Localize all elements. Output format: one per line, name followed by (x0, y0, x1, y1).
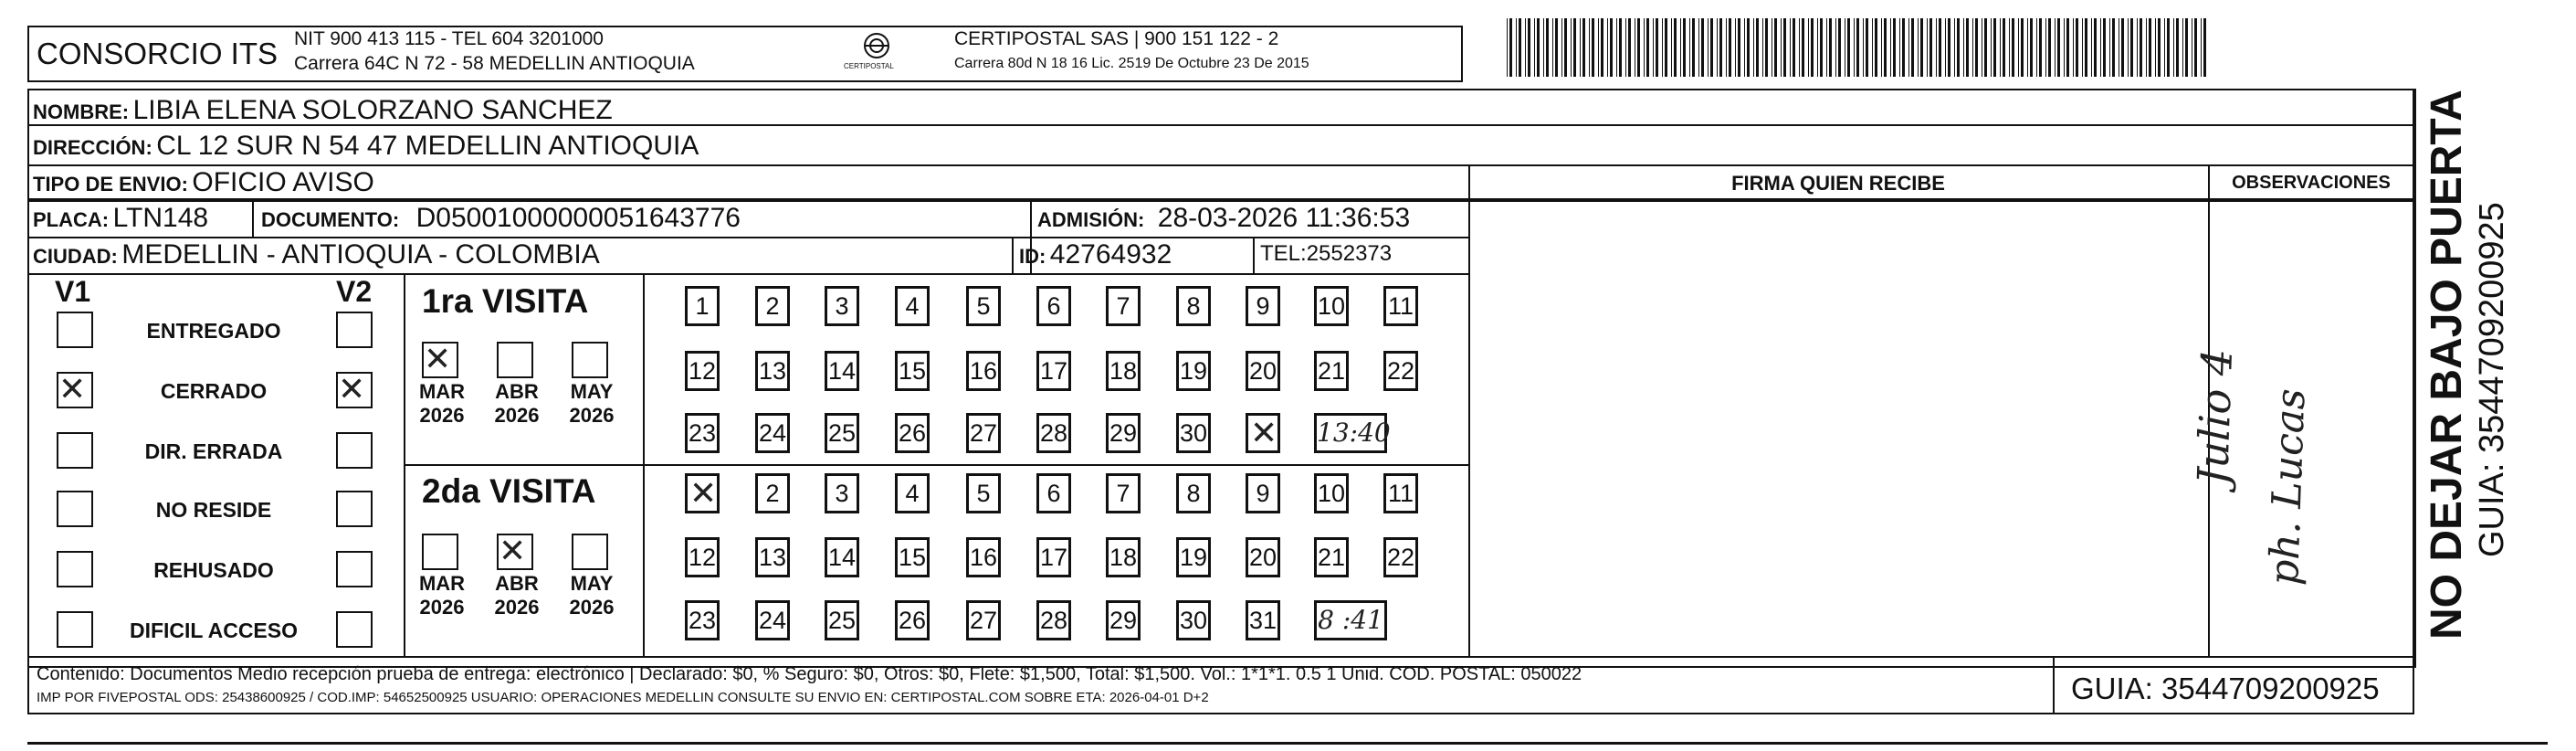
v2-checkbox[interactable] (336, 432, 373, 469)
day-box[interactable]: 24 (755, 413, 790, 453)
check-mark-icon: ✕ (499, 533, 527, 570)
tel-value: 2552373 (1306, 241, 1393, 266)
month-checkbox[interactable] (422, 342, 458, 378)
company-name: CONSORCIO ITS (37, 37, 279, 70)
year-label: 2026 (494, 404, 540, 427)
company-address: Carrera 64C N 72 - 58 MEDELLIN ANTIOQUIA (294, 53, 695, 74)
day-box[interactable]: 9 (1246, 286, 1280, 326)
side-warning: NO DEJAR BAJO PUERTA (2423, 90, 2471, 640)
v1-checkbox[interactable] (57, 611, 93, 648)
day-box[interactable]: 25 (825, 600, 859, 640)
day-box[interactable]: 16 (966, 351, 1001, 391)
v2-checkbox[interactable] (336, 491, 373, 527)
v2-checkbox[interactable] (336, 312, 373, 348)
status-label: DIR. ERRADA (144, 439, 283, 463)
day-box[interactable]: 1 (685, 286, 720, 326)
month-checkbox[interactable] (422, 534, 458, 570)
visit-time-box[interactable]: 13:40 (1314, 413, 1387, 453)
day-box[interactable] (685, 473, 720, 513)
tel-label: TEL:2552373 (1260, 241, 1393, 266)
year-label: 2026 (569, 596, 615, 619)
month-checkbox[interactable] (497, 534, 533, 570)
handwriting-line-2: ph. Lucas (2261, 387, 2315, 587)
address-label: DIRECCIÓN: CL 12 SUR N 54 47 MEDELLIN ANTIOQUIA (33, 131, 699, 161)
row-line (1468, 198, 2414, 200)
year-label: 2026 (419, 596, 465, 619)
shipment-type: OFICIO AVISO (192, 167, 374, 197)
id-label: ID: 42764932 (1019, 239, 1172, 270)
day-box[interactable]: 11 (1383, 473, 1418, 513)
day-box[interactable]: 25 (825, 413, 859, 453)
carrier-address: Carrera 80d N 18 16 Lic. 2519 De Octubre 23 De 2015 (954, 56, 1309, 71)
day-box[interactable]: 11 (1383, 286, 1418, 326)
day-box[interactable]: 13 (755, 351, 790, 391)
handwriting-line-1: Julio 4 (2188, 347, 2243, 486)
day-box[interactable]: 14 (825, 537, 859, 577)
day-box[interactable]: 21 (1314, 351, 1349, 391)
day-box[interactable]: 19 (1176, 537, 1211, 577)
check-mark-icon: ✕ (689, 475, 718, 513)
v2-label: V2 (336, 275, 373, 308)
footer-imp: IMP POR FIVEPOSTAL ODS: 25438600925 / COD.IMP: 54652500925 USUARIO: OPERACIONES MEDELLIN CONSULTE SU ENVIO EN: CERTIPOSTAL.COM SOBRE ETA: 2026-04-01 D+2 (37, 690, 1209, 705)
status-label: NO RESIDE (155, 498, 272, 522)
day-box[interactable]: 19 (1176, 351, 1211, 391)
footer-guia: GUIA: 3544709200925 (2071, 672, 2380, 705)
type-label: TIPO DE ENVIO: OFICIO AVISO (33, 167, 374, 197)
v1-checkbox[interactable] (57, 491, 93, 527)
v2-checkbox[interactable] (336, 372, 373, 408)
month-label: ABR (495, 572, 539, 595)
day-box[interactable]: 29 (1106, 413, 1141, 453)
day-box[interactable]: 21 (1314, 537, 1349, 577)
day-box[interactable]: 5 (966, 473, 1001, 513)
month-label: MAY (570, 572, 614, 595)
carrier-line: CERTIPOSTAL SAS | 900 151 122 - 2 (954, 28, 1279, 49)
day-box[interactable]: 6 (1036, 286, 1071, 326)
col-line (1468, 164, 1470, 656)
observations-header: OBSERVACIONES (2232, 173, 2391, 193)
status-label: CERRADO (160, 379, 268, 403)
month-checkbox[interactable] (572, 534, 608, 570)
footer-content: Contenido: Documentos Medio recepción prueba de entrega: electrónico | Declarado: $0, % Seguro: $0, Otros: $0, Flete: $1,500, Total: $1,500. Vol.: 1*1*1. 0.5 1 Unid. COD. POSTAL: 050022 (37, 664, 1582, 684)
document-value: D05001000000051643776 (415, 203, 741, 233)
day-box[interactable]: 17 (1036, 351, 1071, 391)
barcode (1505, 18, 2208, 77)
side-guia: GUIA: 3544709200925 (2473, 202, 2511, 557)
month-checkbox[interactable] (497, 342, 533, 378)
check-mark-icon: ✕ (1250, 415, 1278, 452)
plate-label: PLACA: LTN148 (33, 203, 209, 233)
day-box[interactable]: 7 (1106, 473, 1141, 513)
day-box[interactable]: 28 (1036, 600, 1071, 640)
day-box[interactable]: 2 (755, 286, 790, 326)
company-nit: NIT 900 413 115 - TEL 604 3201000 (294, 28, 604, 49)
day-box[interactable]: 23 (685, 600, 720, 640)
day-box[interactable]: 26 (895, 600, 930, 640)
day-box[interactable]: 2 (755, 473, 790, 513)
day-box[interactable]: 7 (1106, 286, 1141, 326)
observation-handwriting (2188, 301, 2411, 649)
year-label: 2026 (494, 596, 540, 619)
day-box[interactable]: 16 (966, 537, 1001, 577)
day-box[interactable]: 12 (685, 537, 720, 577)
bottom-rule (27, 742, 2548, 745)
day-box[interactable]: 9 (1246, 473, 1280, 513)
v1-label: V1 (55, 275, 91, 308)
day-box[interactable]: 29 (1106, 600, 1141, 640)
admission-label: ADMISIÓN: 28-03-2026 11:36:53 (1037, 203, 1411, 233)
certipostal-logo (840, 27, 913, 78)
day-box[interactable]: 3 (825, 286, 859, 326)
year-label: 2026 (569, 404, 615, 427)
col-line (1012, 237, 1014, 273)
day-box[interactable]: 10 (1314, 286, 1349, 326)
recipient-name: LIBIA ELENA SOLORZANO SANCHEZ (132, 95, 613, 125)
id-value: 42764932 (1049, 239, 1172, 270)
day-box[interactable]: 17 (1036, 537, 1071, 577)
month-checkbox[interactable] (572, 342, 608, 378)
recipient-address: CL 12 SUR N 54 47 MEDELLIN ANTIOQUIA (156, 131, 699, 161)
day-box[interactable]: 28 (1036, 413, 1071, 453)
day-box[interactable]: 24 (755, 600, 790, 640)
admission-value: 28-03-2026 11:36:53 (1157, 203, 1411, 233)
second-visit-title: 2da VISITA (422, 472, 596, 510)
document-label: DOCUMENTO: D05001000000051643776 (261, 203, 741, 233)
day-box[interactable]: 20 (1246, 351, 1280, 391)
row-line (27, 273, 1470, 275)
row-line (404, 464, 1468, 466)
day-box[interactable]: 22 (1383, 537, 1418, 577)
row-line (27, 200, 2414, 202)
row-line (27, 164, 2414, 166)
v1-checkbox[interactable] (57, 312, 93, 348)
day-box[interactable]: 4 (895, 473, 930, 513)
day-box[interactable]: 6 (1036, 473, 1071, 513)
barcode-icon (1505, 18, 2208, 77)
day-box[interactable]: 20 (1246, 537, 1280, 577)
day-box[interactable]: 8 (1176, 473, 1211, 513)
check-mark-icon: ✕ (424, 341, 452, 378)
year-label: 2026 (419, 404, 465, 427)
day-box[interactable]: 22 (1383, 351, 1418, 391)
status-label: ENTREGADO (146, 319, 281, 343)
day-box[interactable]: 27 (966, 413, 1001, 453)
col-line (252, 200, 254, 237)
day-box[interactable] (1246, 413, 1280, 453)
day-box[interactable]: 13 (755, 537, 790, 577)
day-box[interactable]: 5 (966, 286, 1001, 326)
check-mark-icon: ✕ (338, 371, 366, 408)
day-box[interactable]: 10 (1314, 473, 1349, 513)
day-box[interactable]: 26 (895, 413, 930, 453)
day-box[interactable]: 18 (1106, 351, 1141, 391)
v2-checkbox[interactable] (336, 551, 373, 587)
first-visit-title: 1ra VISITA (422, 282, 589, 320)
city-value: MEDELLIN - ANTIOQUIA - COLOMBIA (121, 239, 600, 270)
month-label: MAY (570, 380, 614, 403)
visit-time-box[interactable]: 8 :41 (1314, 600, 1387, 640)
check-mark-icon: ✕ (58, 371, 87, 408)
col-line (1253, 237, 1255, 273)
day-box[interactable]: 4 (895, 286, 930, 326)
name-label: NOMBRE: LIBIA ELENA SOLORZANO SANCHEZ (33, 95, 613, 125)
day-box[interactable]: 23 (685, 413, 720, 453)
month-label: MAR (418, 572, 466, 595)
col-line (2414, 89, 2416, 668)
day-box[interactable]: 30 (1176, 600, 1211, 640)
day-box[interactable]: 12 (685, 351, 720, 391)
day-box[interactable]: 3 (825, 473, 859, 513)
v1-checkbox[interactable] (57, 551, 93, 587)
v1-checkbox[interactable] (57, 432, 93, 469)
city-label: CIUDAD: MEDELLIN - ANTIOQUIA - COLOMBIA (33, 239, 600, 270)
day-box[interactable]: 31 (1246, 600, 1280, 640)
day-box[interactable]: 15 (895, 351, 930, 391)
day-box[interactable]: 30 (1176, 413, 1211, 453)
logo-text: CERTIPOSTAL (844, 62, 894, 70)
plate-value: LTN148 (112, 203, 209, 233)
month-label: MAR (418, 380, 466, 403)
day-box[interactable]: 8 (1176, 286, 1211, 326)
signature-header: FIRMA QUIEN RECIBE (1731, 172, 1945, 195)
day-box[interactable]: 18 (1106, 537, 1141, 577)
status-label: REHUSADO (153, 558, 274, 582)
day-box[interactable]: 15 (895, 537, 930, 577)
v2-checkbox[interactable] (336, 611, 373, 648)
day-box[interactable]: 14 (825, 351, 859, 391)
month-label: ABR (495, 380, 539, 403)
day-box[interactable]: 27 (966, 600, 1001, 640)
status-label: DIFICIL ACCESO (129, 619, 298, 642)
v1-checkbox[interactable] (57, 372, 93, 408)
